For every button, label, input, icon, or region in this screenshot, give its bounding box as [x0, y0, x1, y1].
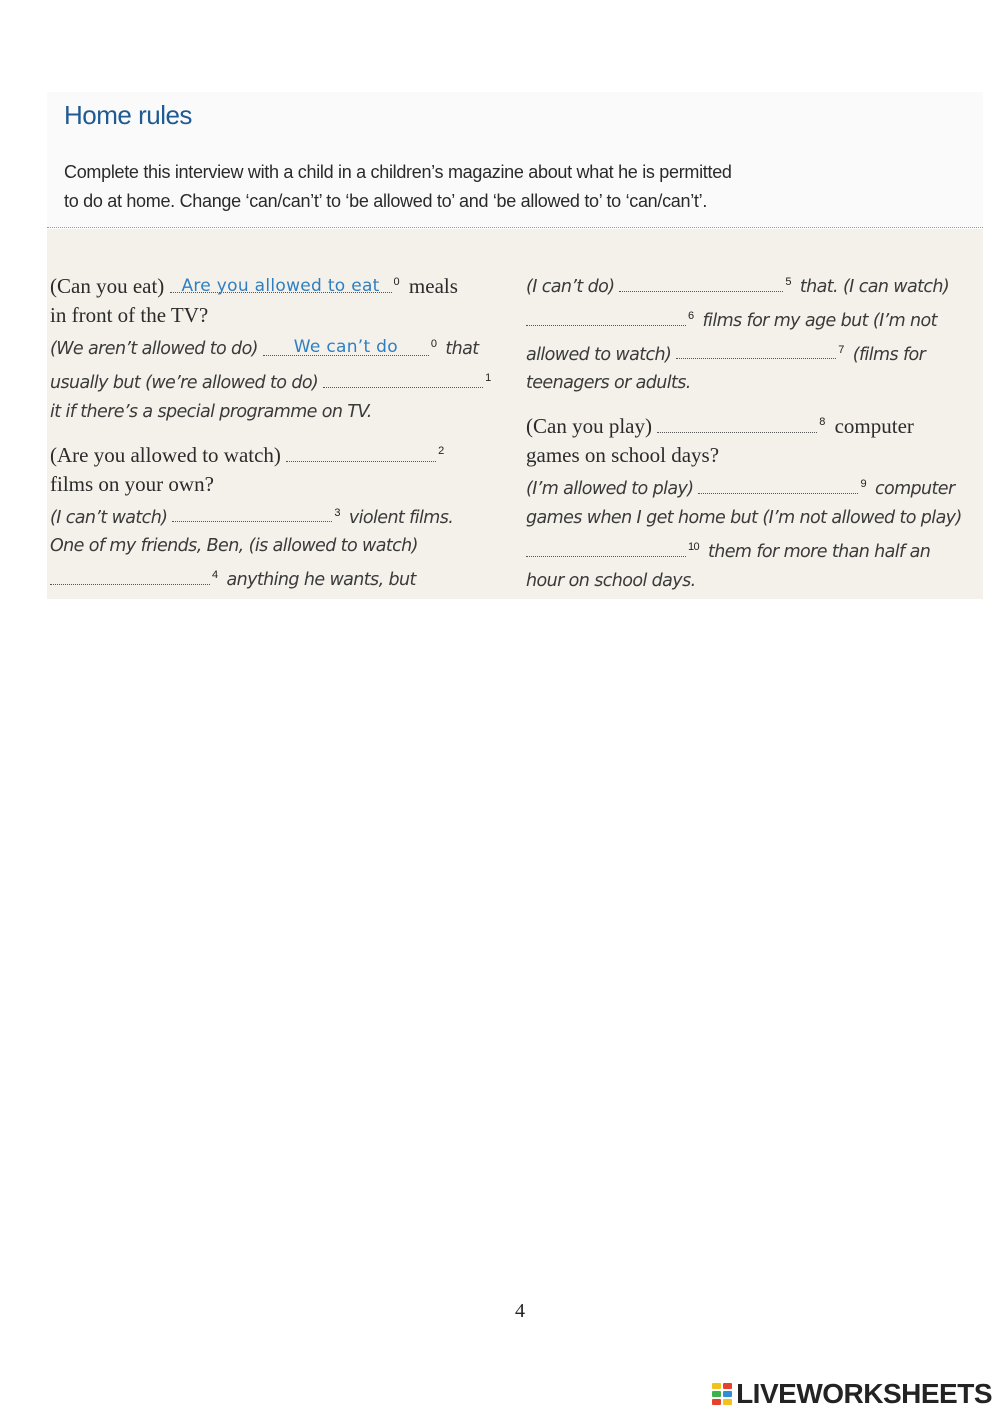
- answer-line: allowed to watch) $^7$ (films for: [526, 336, 981, 370]
- answer-line: $^6$ films for my age but (I’m not: [526, 302, 981, 336]
- answer-blank-4[interactable]: [50, 564, 210, 585]
- right-column: [526, 268, 981, 596]
- question-line: games on school days?: [526, 443, 720, 468]
- answer-blank-0b[interactable]: We can’t do: [263, 335, 429, 356]
- question-line: films on your own?: [50, 471, 214, 496]
- exercise-instructions: [64, 158, 844, 216]
- answer-line: usually but (we’re allowed to do) $^1$: [50, 364, 500, 398]
- instructions-line-2: to do at home. Change ‘can/can’t’ to ‘be allowed to’ and ‘be allowed to’ to ‘can/can’t’.: [64, 191, 708, 211]
- brand-footer: [712, 1376, 992, 1412]
- answer-line: hour on school days.: [526, 571, 696, 592]
- answer-line: (I’m allowed to play) $^9$ computer: [526, 470, 981, 504]
- answer-blank-6[interactable]: [526, 305, 686, 326]
- answer-blank-8[interactable]: [657, 412, 817, 433]
- brand-name: LIVEWORKSHEETS: [736, 1378, 992, 1409]
- answer-line: (We aren’t allowed to do) We can’t do $^0$ that: [50, 336, 479, 359]
- dotted-divider: [47, 227, 983, 228]
- answer-line: $^{10}$ them for more than half an: [526, 533, 981, 567]
- answer-line: (I can’t do) $^5$ that. (I can watch): [526, 268, 981, 302]
- answer-blank-0a[interactable]: Are you allowed to eat: [170, 272, 392, 293]
- answer-blank-10[interactable]: [526, 536, 686, 557]
- answer-line: (I can’t watch) $^3$ violent films.: [50, 499, 500, 533]
- answer-blank-3[interactable]: [172, 501, 332, 522]
- left-column: [50, 268, 500, 595]
- question-line: (Can you play) $^8$ computer: [526, 414, 914, 439]
- question-line: (Are you allowed to watch) $^2$: [50, 442, 445, 467]
- answer-line: $^4$ anything he wants, but: [50, 561, 500, 595]
- answer-blank-1[interactable]: [323, 367, 483, 388]
- question-line: (Can you eat) Are you allowed to eat $^0$ meals: [50, 274, 458, 298]
- answer-blank-9[interactable]: [698, 473, 858, 494]
- answer-line: One of my friends, Ben, (is allowed to watch): [50, 536, 418, 557]
- answer-line: teenagers or adults.: [526, 373, 691, 394]
- page-number: 4: [515, 1300, 525, 1322]
- answer-blank-7[interactable]: [676, 338, 836, 359]
- question-line: in front of the TV?: [50, 303, 209, 327]
- instructions-line-1: Complete this interview with a child in a children’s magazine about what he is permitted: [64, 162, 732, 182]
- liveworksheets-logo-icon: [712, 1381, 734, 1407]
- answer-line: games when I get home but (I’m not allowed to play): [526, 508, 962, 529]
- answer-blank-5[interactable]: [619, 271, 783, 292]
- answer-line: it if there’s a special programme on TV.: [50, 401, 372, 422]
- exercise-title: Home rules: [64, 100, 192, 130]
- answer-blank-2[interactable]: [286, 441, 436, 462]
